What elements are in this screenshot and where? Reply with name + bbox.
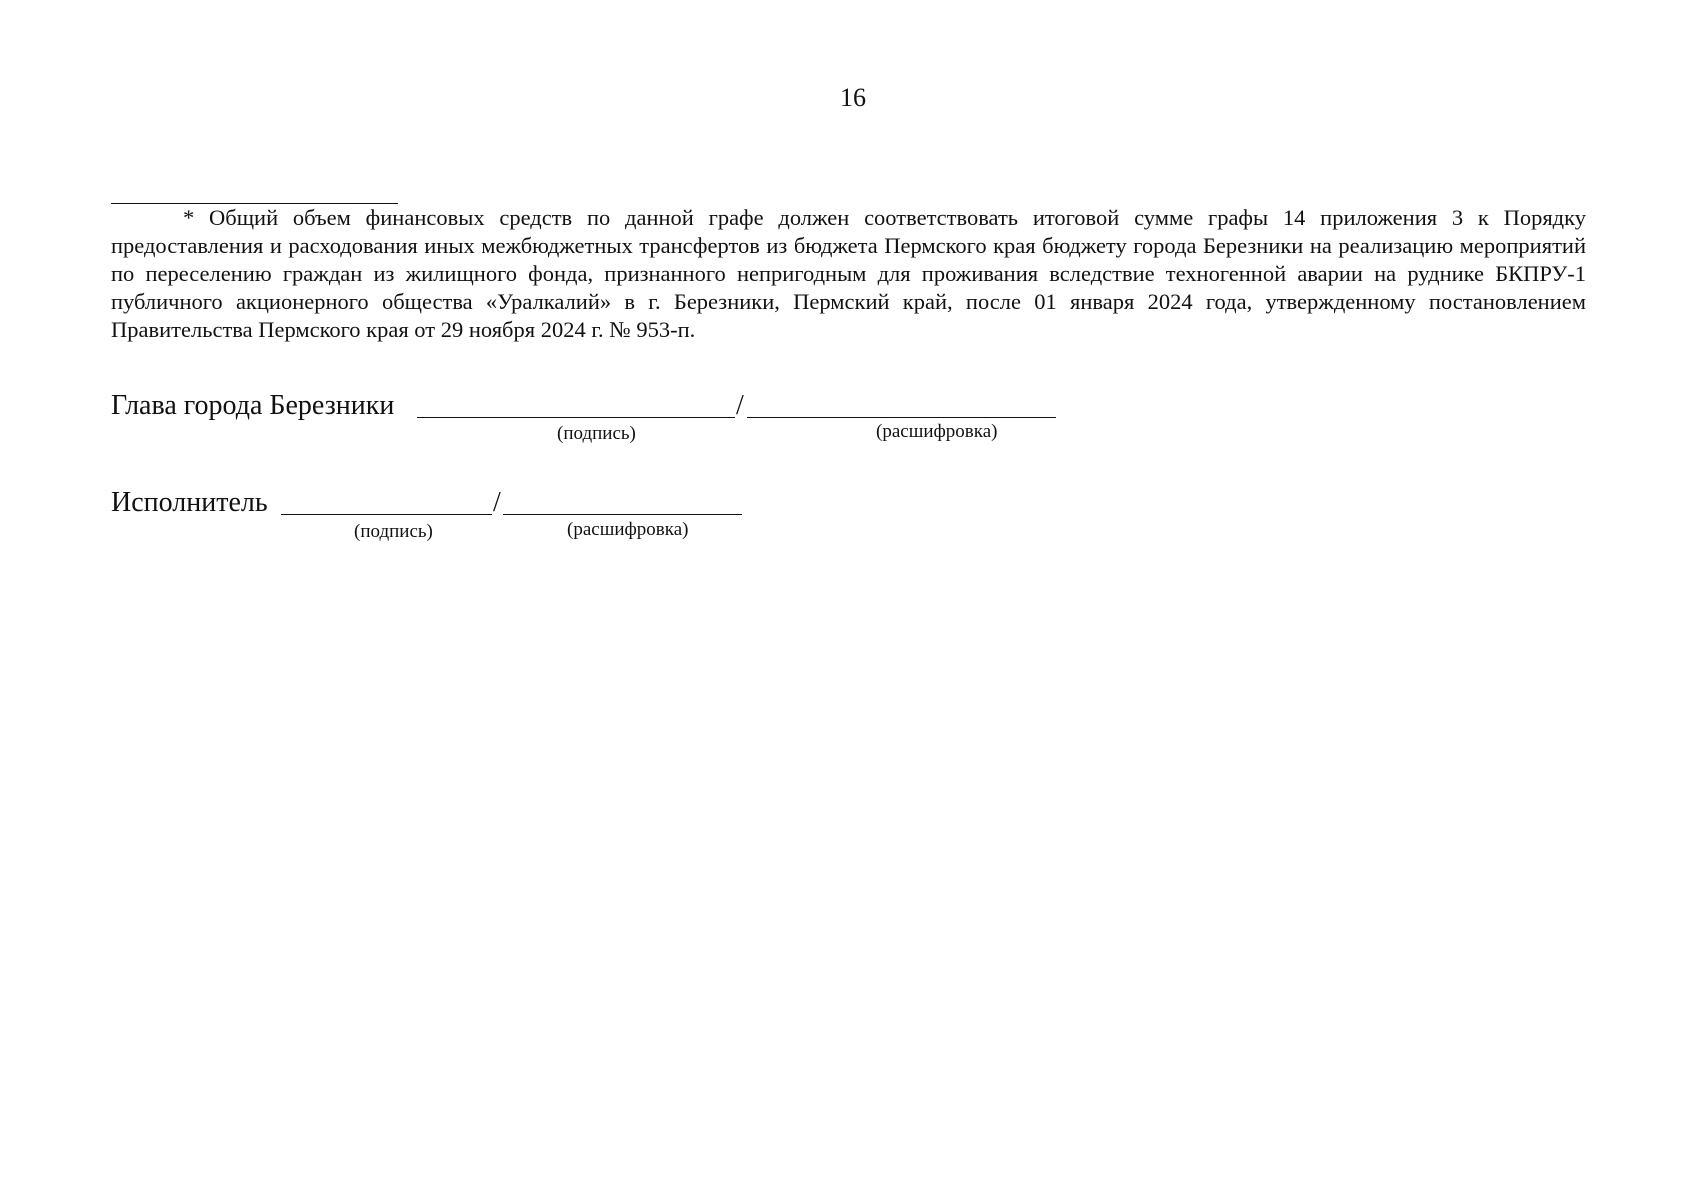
head-signature-label: Глава города Березники: [111, 390, 395, 421]
head-signature-caption: (подпись): [557, 423, 636, 444]
executor-signature-caption: (подпись): [354, 521, 433, 542]
footnote-text: * Общий объем финансовых средств по данной графе должен соответствовать итоговой сумме графы 14 приложения 3 к Порядку предоставления и расходования иных межбюджетных трансфертов из бюджета Пермского края бюджету города Березники на реализацию мероприятий по переселению граждан из жилищного фонда, признанного непригодным для проживания вследствие техногенной аварии на руднике БКПРУ-1 публичного акционерного общества «Уралкалий» в г. Березники, Пермский край, после 01 января 2024 года, утвержденному постановлением Правительства Пермского края от 29 ноября 2024 г. № 953-п.: [111, 205, 1586, 342]
executor-signature-line: [281, 514, 492, 515]
executor-separator: /: [493, 487, 501, 518]
head-separator: /: [736, 390, 744, 421]
page-number: 16: [840, 83, 866, 112]
executor-decoding-line: [503, 514, 742, 515]
executor-decoding-caption: (расшифровка): [567, 519, 689, 540]
head-decoding-line: [747, 417, 1056, 418]
executor-signature-label: Исполнитель: [111, 487, 268, 518]
head-decoding-caption: (расшифровка): [876, 421, 998, 442]
head-signature-line: [417, 417, 735, 418]
